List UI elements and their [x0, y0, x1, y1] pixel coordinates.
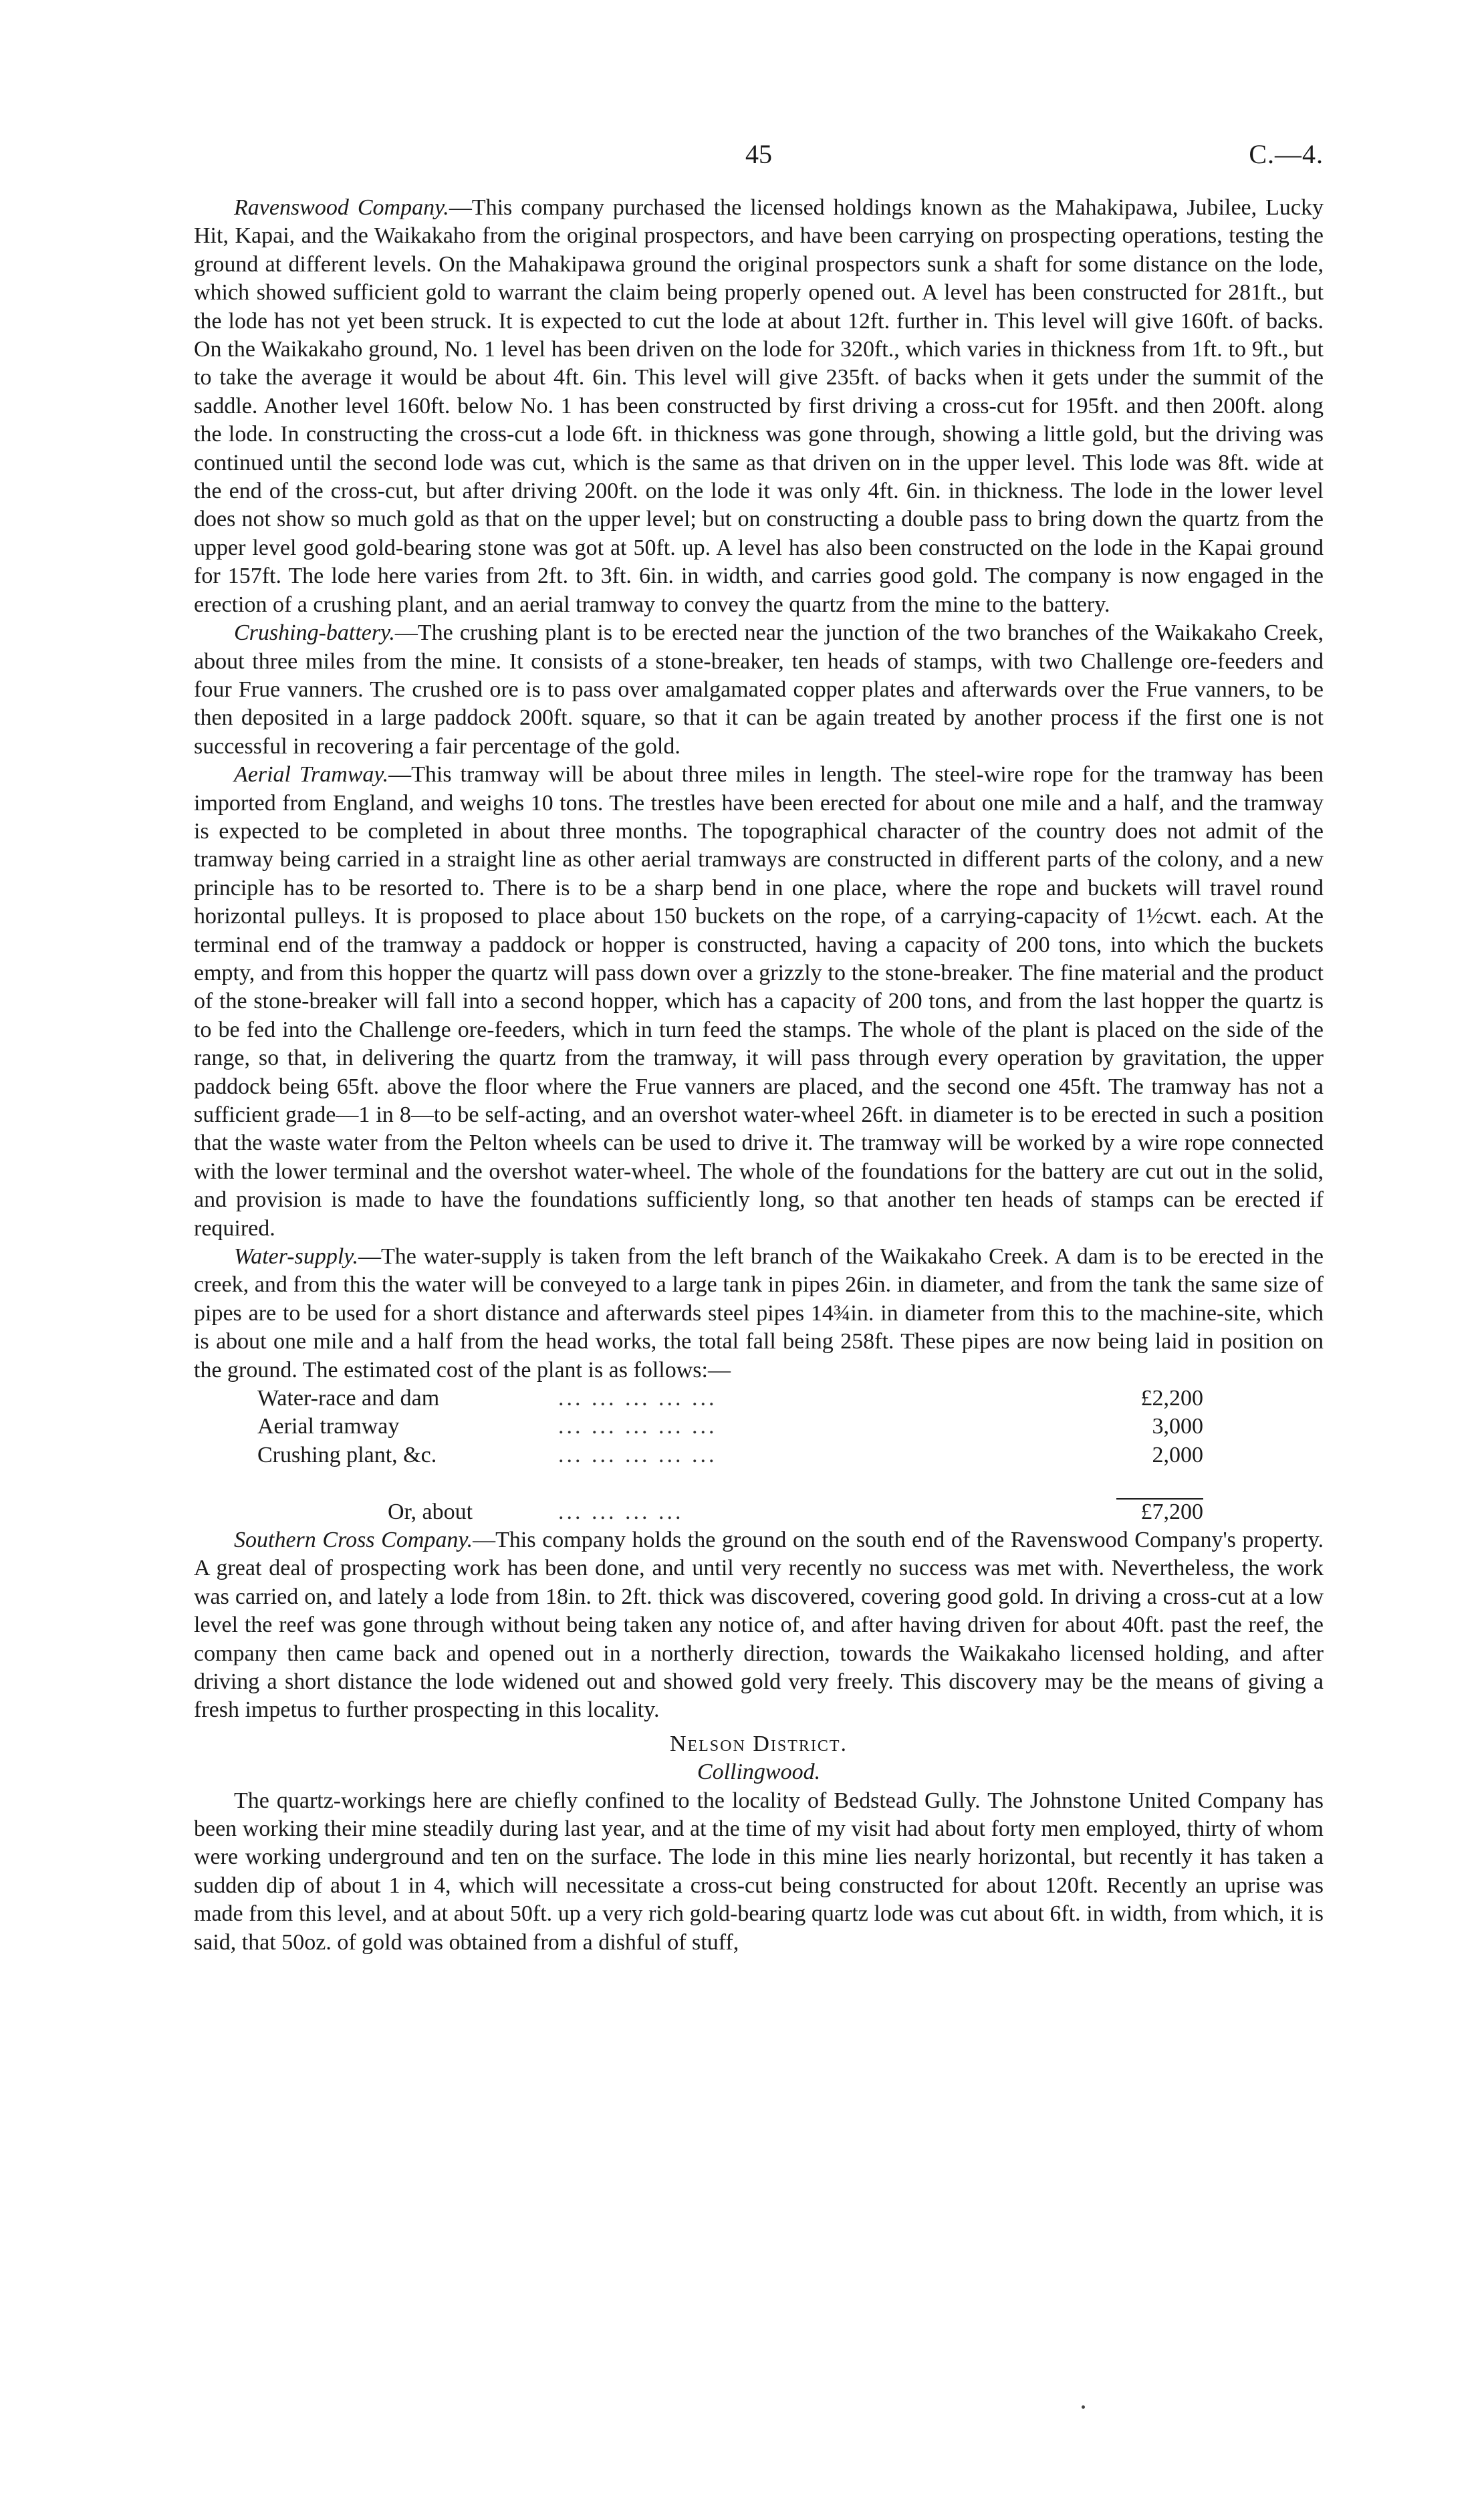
- paragraph-water-supply: [194, 1243, 1324, 1385]
- cost-total-amount: £7,200: [1116, 1498, 1203, 1525]
- paragraph-lead: Water-supply.: [234, 1244, 359, 1270]
- page-header: [194, 140, 1324, 194]
- cost-item-label: Aerial tramway: [257, 1414, 400, 1439]
- cost-item-amount: £2,200: [1140, 1386, 1203, 1411]
- paragraph-southern-cross-company: [194, 1526, 1324, 1725]
- paragraph-text: —The water-supply is taken from the left branch of the Waikakaho Creek. A dam is to be erected in the creek, and from this the water will be conveyed to a large tank in pipes 26in. in diameter, and from the tank the same size of pipes are to be used for a short distance and afterwards steel pipes 14¾in. in diameter from this to the machine-site, which is about one mile and a half from the head works, the total fall being 258ft. These pipes are now being laid in position on the ground. The estimated cost of the plant is as follows:—: [194, 1244, 1324, 1383]
- paragraph-lead: Aerial Tramway.: [234, 762, 389, 788]
- document-page: [194, 140, 1324, 1957]
- paragraph-aerial-tramway: [194, 761, 1324, 1243]
- document-reference: C.—4.: [1249, 139, 1324, 169]
- leader-dots: ... ... ... ... ...: [558, 1442, 717, 1467]
- paragraph-ravenswood-company: [194, 194, 1324, 619]
- cost-total-label: Or, about: [388, 1499, 473, 1524]
- leader-dots: ... ... ... ...: [558, 1499, 684, 1524]
- page-number: 45: [745, 139, 772, 169]
- print-speck: [1082, 2405, 1085, 2409]
- cost-row: [257, 1413, 1203, 1441]
- paragraph-collingwood: The quartz-workings here are chiefly confined to the locality of Bedstead Gully. The Johnstone United Company has been working their mine steadily during last year, and at the time of my visit had about forty men employed, thirty of whom were working underground and ten on the surface. The lode in this mine lies nearly horizontal, but recently it has taken a sudden dip of about 1 in 4, which will necessitate a cross-cut being constructed for about 120ft. Recently an uprise was made from this level, and at about 50ft. up a very rich gold-bearing quartz lode was cut about 6ft. in width, from which, it is said, that 50oz. of gold was obtained from a dishful of stuff,: [194, 1788, 1324, 1955]
- paragraph-text: —This tramway will be about three miles in length. The steel-wire rope for the tramway has been imported from England, and weighs 10 tons. The trestles have been erected for about one mile and a half, and the tramway is expected to be completed in about three months. The topographical character of the country does not admit of the tramway being carried in a straight line as other aerial tramways are constructed in different parts of the colony, and a new principle has to be resorted to. There is to be a sharp bend in one place, where the rope and buckets will travel round horizontal pulleys. It is proposed to place about 150 buckets on the rope, of a carrying-capacity of 1½cwt. each. At the terminal end of the tramway a paddock or hopper is constructed, having a capacity of 200 tons, into which the buckets empty, and from this hopper the quartz will pass down over a grizzly to the stone-breaker. The fine material and the product of the stone-breaker will fall into a second hopper, which has a capacity of 200 tons, and from the last hopper the quartz is to be fed into the Challenge ore-feeders, which in turn feed the stamps. The whole of the plant is placed on the side of the range, so that, in delivering the quartz from the tramway, it will pass through every operation by gravitation, the upper paddock being 65ft. above the floor where the Frue vanners are placed, and the second one 45ft. The tramway has not a sufficient grade—1 in 8—to be self-acting, and an overshot water-wheel 26ft. in diameter is to be erected in such a position that the waste water from the Pelton wheels can be used to drive it. The tramway will be worked by a wire rope connected with the lower terminal and the overshot water-wheel. The whole of the foundations for the battery are cut out in the solid, and provision is made to have the foundations sufficiently long, so that another ten heads of stamps can be erected if required.: [194, 762, 1324, 1241]
- paragraph-text: —The crushing plant is to be erected near the junction of the two branches of the Waikakaho Creek, about three miles from the mine. It consists of a stone-breaker, ten heads of stamps, with two Challenge ore-feeders and four Frue vanners. The crushed ore is to pass over amalgamated copper plates and afterwards over the Frue vanners, to be then deposited in a large paddock 200ft. square, so that it can be again treated by another process if the first one is not successful in recovering a fair percentage of the gold.: [194, 620, 1324, 759]
- leader-dots: ... ... ... ... ...: [558, 1414, 717, 1439]
- paragraph-lead: Southern Cross Company.: [234, 1528, 473, 1553]
- paragraph-text: —This company holds the ground on the south end of the Ravenswood Company's property. A great deal of prospecting work has been done, and until very recently no success was met with. Nevertheless, the work was carried on, and lately a lode from 18in. to 2ft. thick was discovered, covering good gold. In driving a cross-cut at a low level the reef was gone through without being taken any notice of, and after having driven for about 40ft. past the reef, the company then came back and opened out in a northerly direction, towards the Waikakaho licensed holding, and after driving a short distance the lode widened out and showed gold very freely. This discovery may be the means of giving a fresh impetus to further prospecting in this locality.: [194, 1528, 1324, 1723]
- cost-row: [257, 1441, 1203, 1469]
- cost-total-row: [257, 1498, 1203, 1526]
- section-heading: Nelson District.: [669, 1731, 848, 1756]
- cost-item-label: Crushing plant, &c.: [257, 1442, 437, 1467]
- cost-item-amount: 3,000: [1152, 1414, 1203, 1439]
- paragraph-lead: Ravenswood Company.: [234, 195, 449, 220]
- paragraph-text: —This company purchased the licensed holdings known as the Mahakipawa, Jubilee, Lucky Hit, Kapai, and the Waikakaho from the original prospectors, and have been carrying on prospecting operations, testing the ground at different levels. On the Mahakipawa ground the original prospectors sunk a shaft for some distance on the lode, which showed sufficient gold to warrant the claim being properly opened out. A level has been constructed for 281ft., but the lode has not yet been struck. It is expected to cut the lode at about 12ft. further in. This level will give 160ft. of backs. On the Waikakaho ground, No. 1 level has been driven on the lode for 320ft., which varies in thickness from 1ft. to 9ft., but to take the average it would be about 4ft. 6in. This level will give 235ft. of backs when it gets under the summit of the saddle. Another level 160ft. below No. 1 has been constructed by first driving a cross-cut for 195ft. and then 200ft. along the lode. In constructing the cross-cut a lode 6ft. in thickness was gone through, showing a little gold, but the driving was continued until the second lode was cut, which is the same as that driven on in the upper level. This lode was 8ft. wide at the end of the cross-cut, but after driving 200ft. on the lode it was only 4ft. 6in. in thickness. The lode in the lower level does not show so much gold as that on the upper level; but on constructing a double pass to bring down the quartz from the upper level good gold-bearing stone was got at 50ft. up. A level has also been constructed on the lode in the Kapai ground for 157ft. The lode here varies from 2ft. to 3ft. 6in. in width, and carries good gold. The company is now engaged in the erection of a crushing plant, and an aerial tramway to convey the quartz from the mine to the battery.: [194, 195, 1324, 617]
- cost-estimate-table: [257, 1385, 1203, 1526]
- cost-item-amount: 2,000: [1152, 1442, 1203, 1467]
- leader-dots: ... ... ... ... ...: [558, 1386, 717, 1411]
- section-subheading: Collingwood.: [697, 1760, 821, 1785]
- paragraph-lead: Crushing-battery.: [234, 620, 395, 646]
- table-spacer: [257, 1469, 1203, 1498]
- paragraph-crushing-battery: [194, 619, 1324, 761]
- cost-row: [257, 1385, 1203, 1413]
- cost-item-label: Water-race and dam: [257, 1386, 440, 1411]
